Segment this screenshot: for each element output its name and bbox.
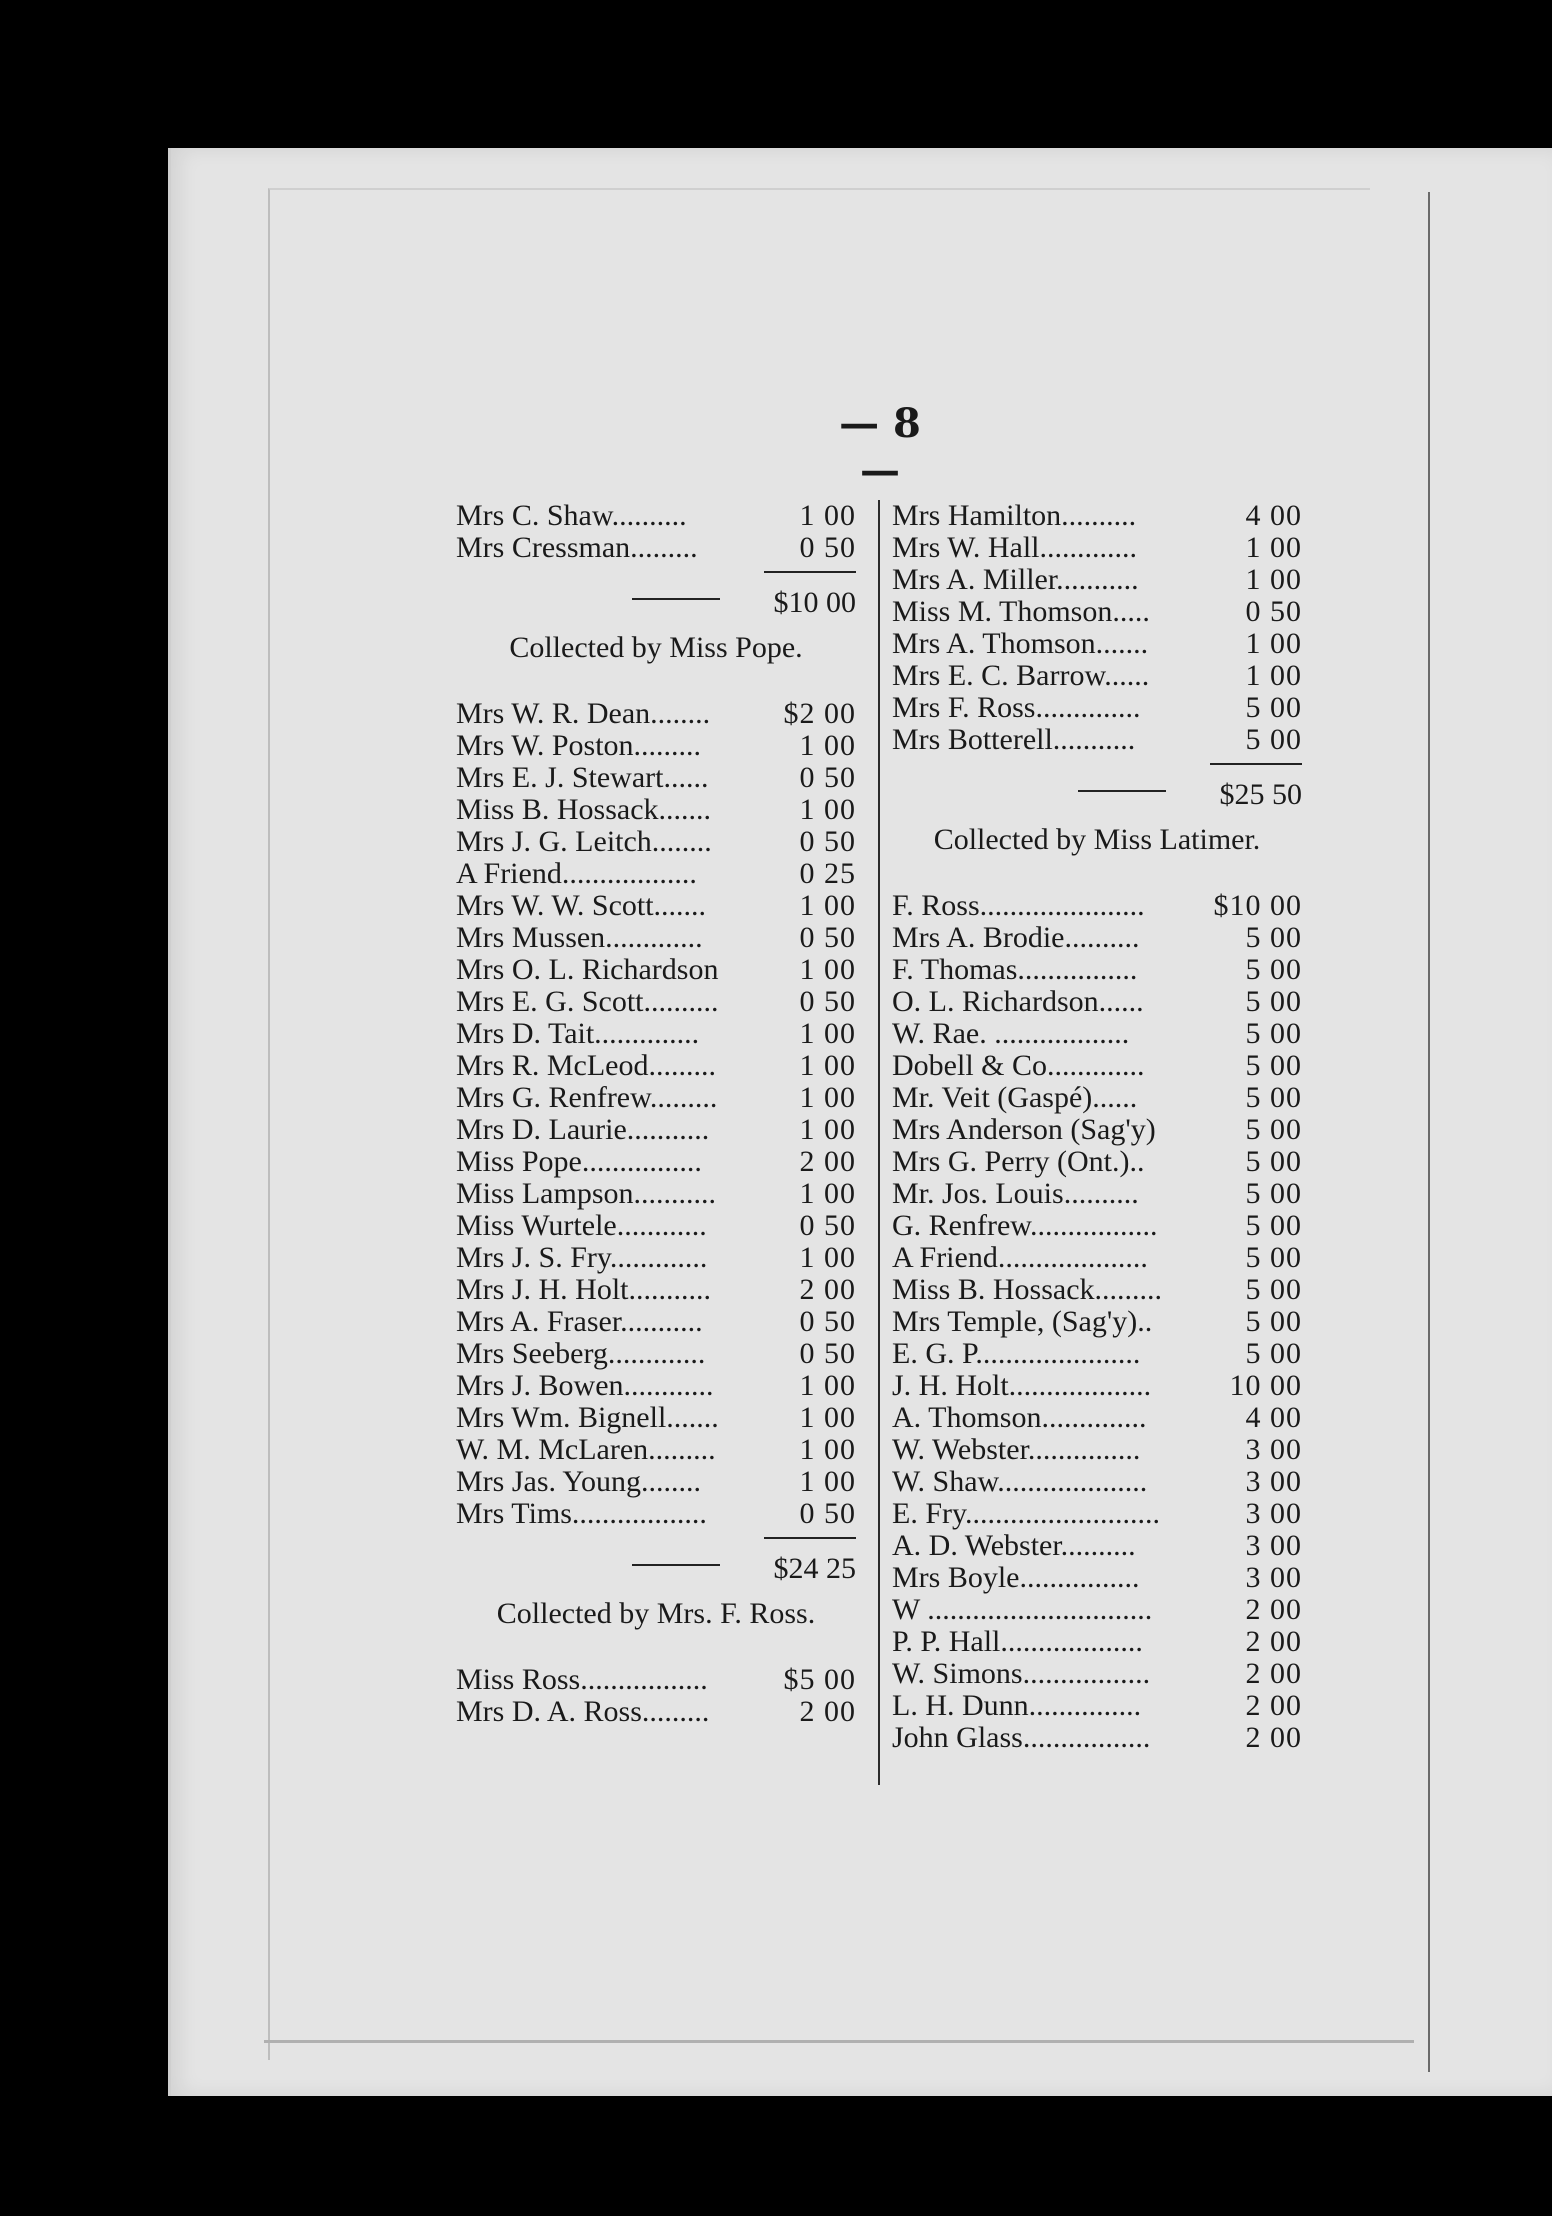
entry-name: Mrs E. G. Scott.......... (456, 986, 719, 1018)
list-item (456, 1018, 856, 1050)
list-item (892, 1050, 1302, 1082)
entry-amount: 5 00 (1245, 1337, 1302, 1370)
entry-amount: 1 00 (799, 953, 856, 986)
list-item (892, 596, 1302, 628)
entry-amount: 3 00 (1245, 1433, 1302, 1466)
list-item (892, 1114, 1302, 1146)
entry-amount: 1 00 (799, 793, 856, 826)
entry-amount: 5 00 (1245, 1177, 1302, 1210)
list-item (456, 762, 856, 794)
entry-amount: 5 00 (1245, 1241, 1302, 1274)
entry-amount: $10 00 (1213, 889, 1302, 922)
entry-amount: 1 00 (799, 1081, 856, 1114)
entry-name: E. G. P...................... (892, 1338, 1141, 1370)
right-top-list (892, 500, 1302, 756)
entry-name: F. Thomas................ (892, 954, 1138, 986)
entry-amount: 2 00 (799, 1273, 856, 1306)
entry-name: Mrs W. Poston......... (456, 730, 702, 762)
entry-amount: 5 00 (1245, 953, 1302, 986)
entry-amount: 1 00 (799, 1113, 856, 1146)
entry-name: Mrs J. G. Leitch........ (456, 826, 712, 858)
ross-list (456, 1664, 856, 1728)
list-item (892, 500, 1302, 532)
list-item (456, 922, 856, 954)
list-item (456, 1114, 856, 1146)
list-item (456, 1146, 856, 1178)
entry-amount: 1 00 (1245, 531, 1302, 564)
list-item (892, 628, 1302, 660)
total-dash (456, 580, 760, 612)
entry-name: Mrs J. H. Holt........... (456, 1274, 712, 1306)
entry-name: W. M. McLaren......... (456, 1434, 716, 1466)
list-item (892, 660, 1302, 692)
list-item (456, 794, 856, 826)
list-item (892, 954, 1302, 986)
entry-name: Mrs E. J. Stewart...... (456, 762, 709, 794)
list-item (456, 1664, 856, 1696)
entry-amount: 5 00 (1245, 921, 1302, 954)
entry-name: Miss Lampson........... (456, 1178, 717, 1210)
section-heading-pope: Collected by Miss Pope. (509, 631, 803, 664)
entry-amount: 0 25 (799, 857, 856, 890)
entry-name: W .............................. (892, 1594, 1153, 1626)
entry-amount: 10 00 (1229, 1369, 1302, 1402)
entry-amount: 5 00 (1245, 985, 1302, 1018)
entry-amount: 1 00 (799, 1369, 856, 1402)
entry-name: W. Shaw.................... (892, 1466, 1148, 1498)
entry-name: Mrs W. R. Dean........ (456, 698, 711, 730)
entry-amount: 0 50 (799, 761, 856, 794)
list-item (892, 1082, 1302, 1114)
entry-name: Mrs Mussen............. (456, 922, 703, 954)
entry-amount: 5 00 (1245, 1017, 1302, 1050)
spacer (892, 872, 1302, 890)
entry-name: Miss Pope................ (456, 1146, 702, 1178)
list-item (456, 826, 856, 858)
list-item (892, 1242, 1302, 1274)
entry-name: Miss B. Hossack....... (456, 794, 712, 826)
list-item (892, 1210, 1302, 1242)
list-item (456, 1210, 856, 1242)
right-column (892, 500, 1302, 1754)
latimer-list (892, 890, 1302, 1754)
list-item (892, 1018, 1302, 1050)
entry-amount: 1 00 (799, 1017, 856, 1050)
subtotal-amount: $10 00 (773, 586, 856, 619)
entry-amount: 0 50 (799, 921, 856, 954)
entry-amount: 1 00 (799, 729, 856, 762)
list-item (892, 1338, 1302, 1370)
list-item (456, 1050, 856, 1082)
entry-name: Mr. Jos. Louis.......... (892, 1178, 1139, 1210)
entry-amount: 1 00 (1245, 627, 1302, 660)
entry-amount: 0 50 (799, 1209, 856, 1242)
list-item (892, 1466, 1302, 1498)
entry-amount: 3 00 (1245, 1529, 1302, 1562)
list-item (456, 1082, 856, 1114)
entry-amount: 5 00 (1245, 1049, 1302, 1082)
entry-amount: 1 00 (799, 1433, 856, 1466)
entry-name: Mrs Anderson (Sag'y) (892, 1114, 1156, 1146)
entry-name: Miss Ross................. (456, 1664, 708, 1696)
left-top-list (456, 500, 856, 564)
entry-name: W. Rae. .................. (892, 1018, 1130, 1050)
list-item (456, 1306, 856, 1338)
subtotal-rule (456, 1530, 856, 1546)
entry-amount: 0 50 (799, 985, 856, 1018)
entry-amount: 0 50 (799, 1305, 856, 1338)
entry-amount: 2 00 (1245, 1625, 1302, 1658)
entry-name: Mrs G. Perry (Ont.).. (892, 1146, 1145, 1178)
page-bottom-edge (264, 2040, 1414, 2043)
list-item (456, 500, 856, 532)
list-item (456, 1338, 856, 1370)
entry-name: Miss M. Thomson..... (892, 596, 1150, 628)
entry-name: A. D. Webster.......... (892, 1530, 1136, 1562)
entry-amount: 5 00 (1245, 1209, 1302, 1242)
entry-name: Mrs A. Thomson....... (892, 628, 1149, 660)
entry-amount: 2 00 (1245, 1689, 1302, 1722)
list-item (456, 730, 856, 762)
list-item (892, 1498, 1302, 1530)
entry-name: Dobell & Co............. (892, 1050, 1145, 1082)
entry-amount: 3 00 (1245, 1497, 1302, 1530)
entry-name: Mrs O. L. Richardson (456, 954, 719, 986)
list-item (892, 1594, 1302, 1626)
entry-name: W. Simons................. (892, 1658, 1151, 1690)
entry-name: W. Webster............... (892, 1434, 1141, 1466)
list-item (892, 1658, 1302, 1690)
list-item (456, 954, 856, 986)
entry-name: Mrs A. Miller........... (892, 564, 1139, 596)
entry-name: Mrs J. S. Fry............. (456, 1242, 708, 1274)
list-item (892, 564, 1302, 596)
entry-name: Mr. Veit (Gaspé)...... (892, 1082, 1138, 1114)
entry-amount: 1 00 (799, 1241, 856, 1274)
column-divider (878, 500, 880, 1785)
entry-name: Mrs A. Brodie.......... (892, 922, 1140, 954)
entry-amount: 3 00 (1245, 1561, 1302, 1594)
spacer (456, 1646, 856, 1664)
list-item (892, 922, 1302, 954)
list-item (456, 858, 856, 890)
list-item (892, 1434, 1302, 1466)
entry-name: Mrs Botterell........... (892, 724, 1136, 756)
entry-amount: 1 00 (799, 1177, 856, 1210)
entry-name: Mrs A. Fraser........... (456, 1306, 703, 1338)
list-item (456, 1434, 856, 1466)
entry-amount: 1 00 (1245, 659, 1302, 692)
list-item (892, 1562, 1302, 1594)
entry-name: Mrs D. Tait.............. (456, 1018, 700, 1050)
entry-name: Mrs W. Hall............. (892, 532, 1138, 564)
entry-name: Mrs E. C. Barrow...... (892, 660, 1150, 692)
subtotal-row (456, 580, 856, 619)
pope-list (456, 698, 856, 1530)
entry-name: Mrs C. Shaw.......... (456, 500, 687, 532)
left-column (456, 500, 856, 1728)
entry-name: F. Ross...................... (892, 890, 1145, 922)
entry-name: Mrs Boyle................ (892, 1562, 1140, 1594)
list-item (892, 1722, 1302, 1754)
entry-name: Mrs Jas. Young........ (456, 1466, 702, 1498)
entry-name: Mrs G. Renfrew......... (456, 1082, 718, 1114)
entry-name: Miss B. Hossack......... (892, 1274, 1163, 1306)
list-item (456, 1466, 856, 1498)
entry-amount: 3 00 (1245, 1465, 1302, 1498)
entry-name: Mrs D. Laurie........... (456, 1114, 710, 1146)
subtotal-row (892, 772, 1302, 811)
entry-name: E. Fry.......................... (892, 1498, 1161, 1530)
list-item (892, 1274, 1302, 1306)
list-item (456, 532, 856, 564)
entry-amount: 5 00 (1245, 1273, 1302, 1306)
entry-name: Mrs W. W. Scott....... (456, 890, 707, 922)
list-item (456, 1696, 856, 1728)
entry-amount: 1 00 (799, 1465, 856, 1498)
list-item (892, 1306, 1302, 1338)
entry-amount: 0 50 (799, 1337, 856, 1370)
entry-name: Mrs Cressman......... (456, 532, 698, 564)
entry-name: Mrs Tims.................. (456, 1498, 707, 1530)
entry-amount: 4 00 (1245, 499, 1302, 532)
entry-amount: 5 00 (1245, 1081, 1302, 1114)
list-item (456, 986, 856, 1018)
entry-amount: 2 00 (1245, 1657, 1302, 1690)
entry-name: Miss Wurtele............ (456, 1210, 707, 1242)
spacer (456, 680, 856, 698)
entry-name: A Friend.................... (892, 1242, 1148, 1274)
list-item (892, 1530, 1302, 1562)
list-item (892, 724, 1302, 756)
list-item (892, 1178, 1302, 1210)
list-item (456, 1178, 856, 1210)
entry-name: A. Thomson.............. (892, 1402, 1147, 1434)
entry-amount: 1 00 (799, 889, 856, 922)
subtotal-rule (456, 564, 856, 580)
list-item (892, 986, 1302, 1018)
entry-name: G. Renfrew................. (892, 1210, 1158, 1242)
entry-amount: 1 00 (799, 1401, 856, 1434)
entry-amount: 5 00 (1245, 1145, 1302, 1178)
subtotal-rule (892, 756, 1302, 772)
list-item (456, 1402, 856, 1434)
list-item (456, 1498, 856, 1530)
entry-amount: 1 00 (799, 1049, 856, 1082)
section-heading-ross: Collected by Mrs. F. Ross. (496, 1597, 816, 1630)
entry-amount: 0 50 (799, 1497, 856, 1530)
page-fold-line (1428, 192, 1430, 2072)
entry-amount: 4 00 (1245, 1401, 1302, 1434)
subtotal-amount: $24 25 (773, 1552, 856, 1585)
entry-name: Mrs Hamilton.......... (892, 500, 1137, 532)
list-item (892, 890, 1302, 922)
list-item (892, 1146, 1302, 1178)
entry-name: L. H. Dunn............... (892, 1690, 1142, 1722)
section-heading-latimer: Collected by Miss Latimer. (933, 823, 1261, 856)
list-item (456, 1370, 856, 1402)
entry-amount: $5 00 (783, 1663, 856, 1696)
subtotal-row (456, 1546, 856, 1585)
list-item (892, 532, 1302, 564)
entry-amount: 2 00 (1245, 1721, 1302, 1754)
entry-name: P. P. Hall................... (892, 1626, 1143, 1658)
entry-name: J. H. Holt................... (892, 1370, 1152, 1402)
entry-amount: 5 00 (1245, 1305, 1302, 1338)
entry-name: John Glass................. (892, 1722, 1151, 1754)
list-item (892, 1402, 1302, 1434)
entry-name: Mrs R. McLeod......... (456, 1050, 716, 1082)
entry-amount: 5 00 (1245, 1113, 1302, 1146)
total-dash (456, 1546, 760, 1578)
list-item (456, 890, 856, 922)
entry-amount: 0 50 (799, 531, 856, 564)
entry-name: Mrs D. A. Ross......... (456, 1696, 710, 1728)
list-item (456, 1274, 856, 1306)
list-item (892, 1626, 1302, 1658)
entry-amount: $2 00 (783, 697, 856, 730)
list-item (892, 1690, 1302, 1722)
page-number: — 8 — (839, 400, 921, 494)
entry-amount: 5 00 (1245, 723, 1302, 756)
entry-amount: 2 00 (799, 1695, 856, 1728)
entry-name: Mrs Seeberg............. (456, 1338, 706, 1370)
entry-amount: 1 00 (1245, 563, 1302, 596)
entry-amount: 2 00 (1245, 1593, 1302, 1626)
list-item (456, 1242, 856, 1274)
list-item (892, 1370, 1302, 1402)
entry-amount: 1 00 (799, 499, 856, 532)
entry-name: Mrs Temple, (Sag'y).. (892, 1306, 1153, 1338)
total-dash (892, 772, 1206, 804)
entry-name: Mrs Wm. Bignell....... (456, 1402, 719, 1434)
entry-amount: 0 50 (799, 825, 856, 858)
entry-name: A Friend.................. (456, 858, 697, 890)
entry-name: O. L. Richardson...... (892, 986, 1144, 1018)
entry-amount: 5 00 (1245, 691, 1302, 724)
entry-name: Mrs F. Ross.............. (892, 692, 1141, 724)
list-item (892, 692, 1302, 724)
subtotal-amount: $25 50 (1219, 778, 1302, 811)
entry-amount: 2 00 (799, 1145, 856, 1178)
entry-name: Mrs J. Bowen............ (456, 1370, 714, 1402)
list-item (456, 698, 856, 730)
entry-amount: 0 50 (1245, 595, 1302, 628)
